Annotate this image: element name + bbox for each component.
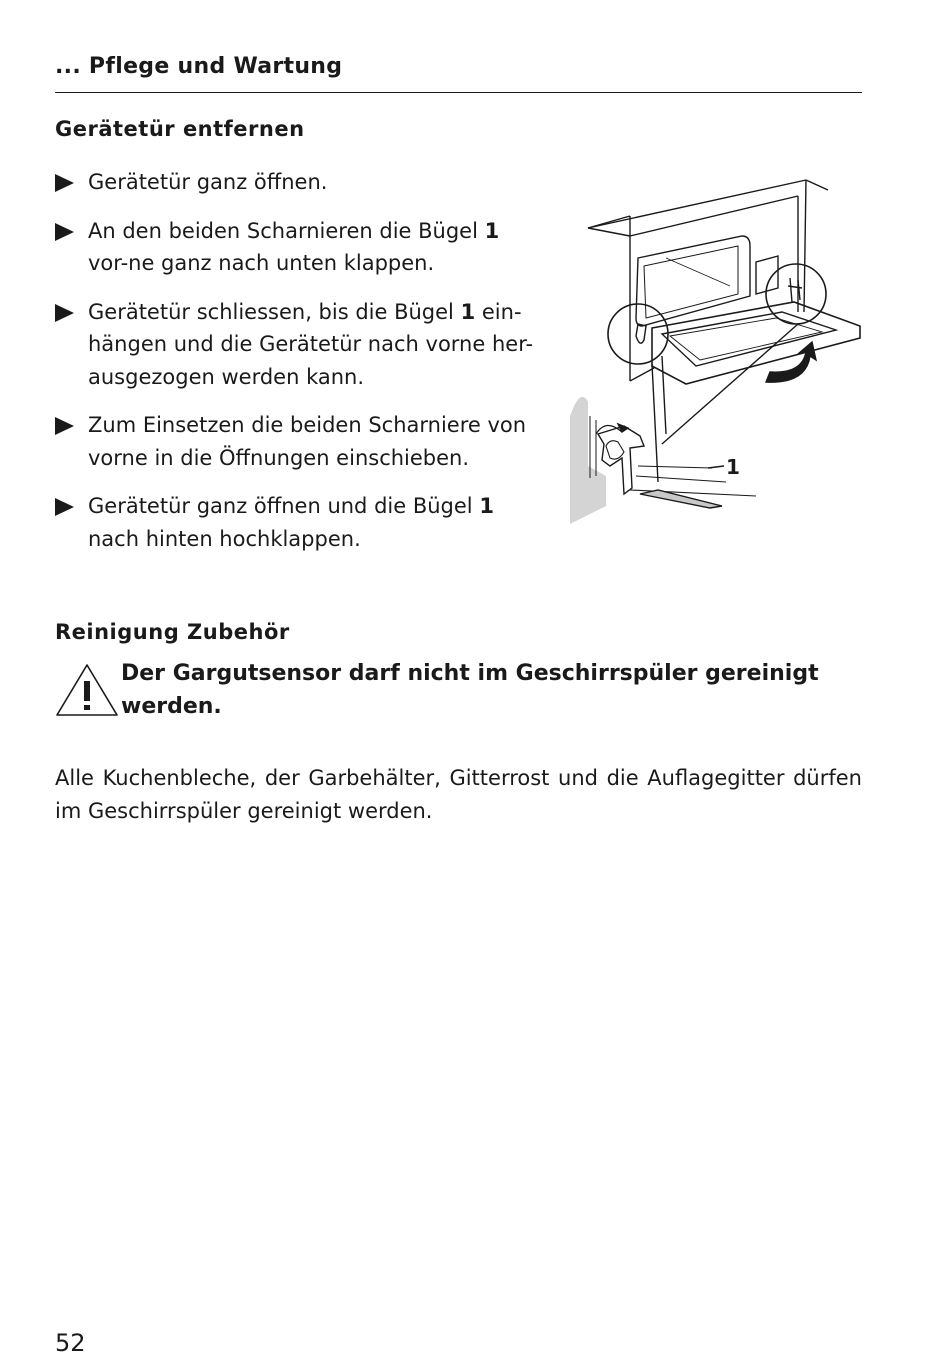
step-text: vor-ne ganz nach unten klappen. <box>88 251 435 275</box>
step-item <box>55 296 535 394</box>
step-text: ein-hängen und die Gerätetür nach vorne her-ausgezogen werden kann. <box>88 299 534 389</box>
step-text: Zum Einsetzen die beiden Scharniere von vorne in die Öffnungen einschieben. <box>88 413 527 470</box>
step-text: nach hinten hochklappen. <box>88 526 361 551</box>
step-item <box>55 490 535 555</box>
step-item <box>55 166 535 199</box>
step-ref-number: 1 <box>460 299 476 324</box>
arrow-bullet-icon <box>55 498 74 516</box>
oven-door-hinge-illustration <box>566 176 866 536</box>
section-title-door-removal: Gerätetür entfernen <box>55 117 305 141</box>
warning-triangle-icon <box>55 661 119 719</box>
step-ref-number: 1 <box>479 494 494 518</box>
step-text: An den beiden Scharnieren die Bügel <box>88 218 485 243</box>
step-text: Gerätetür ganz öffnen und die Bügel <box>88 494 480 518</box>
arrow-bullet-icon <box>55 174 74 192</box>
step-ref-number: 1 <box>484 218 500 243</box>
arrow-bullet-icon <box>55 417 74 435</box>
accessory-cleaning-paragraph: Alle Kuchenbleche, der Garbehälter, Gitterrost und die Auflagegitter dürfen im Geschirrspüler gereinigt werden. <box>55 766 862 823</box>
step-item <box>55 215 535 280</box>
header-title: ... Pflege und Wartung <box>55 54 343 79</box>
section-title-accessory-cleaning: Reinigung Zubehör <box>55 620 290 644</box>
page-number: 52 <box>55 1329 86 1357</box>
warning-text: Der Gargutsensor darf nicht im Geschirrspüler gereinigt werden. <box>121 661 819 719</box>
step-text: Gerätetür schliessen, bis die Bügel <box>88 299 461 324</box>
page-header <box>55 52 862 93</box>
door-removal-steps <box>55 166 535 571</box>
arrow-bullet-icon <box>55 223 74 241</box>
step-text: Gerätetür ganz öffnen. <box>88 170 328 194</box>
figure-callout-label: 1 <box>726 455 740 479</box>
arrow-bullet-icon <box>55 304 74 322</box>
step-item <box>55 409 535 474</box>
